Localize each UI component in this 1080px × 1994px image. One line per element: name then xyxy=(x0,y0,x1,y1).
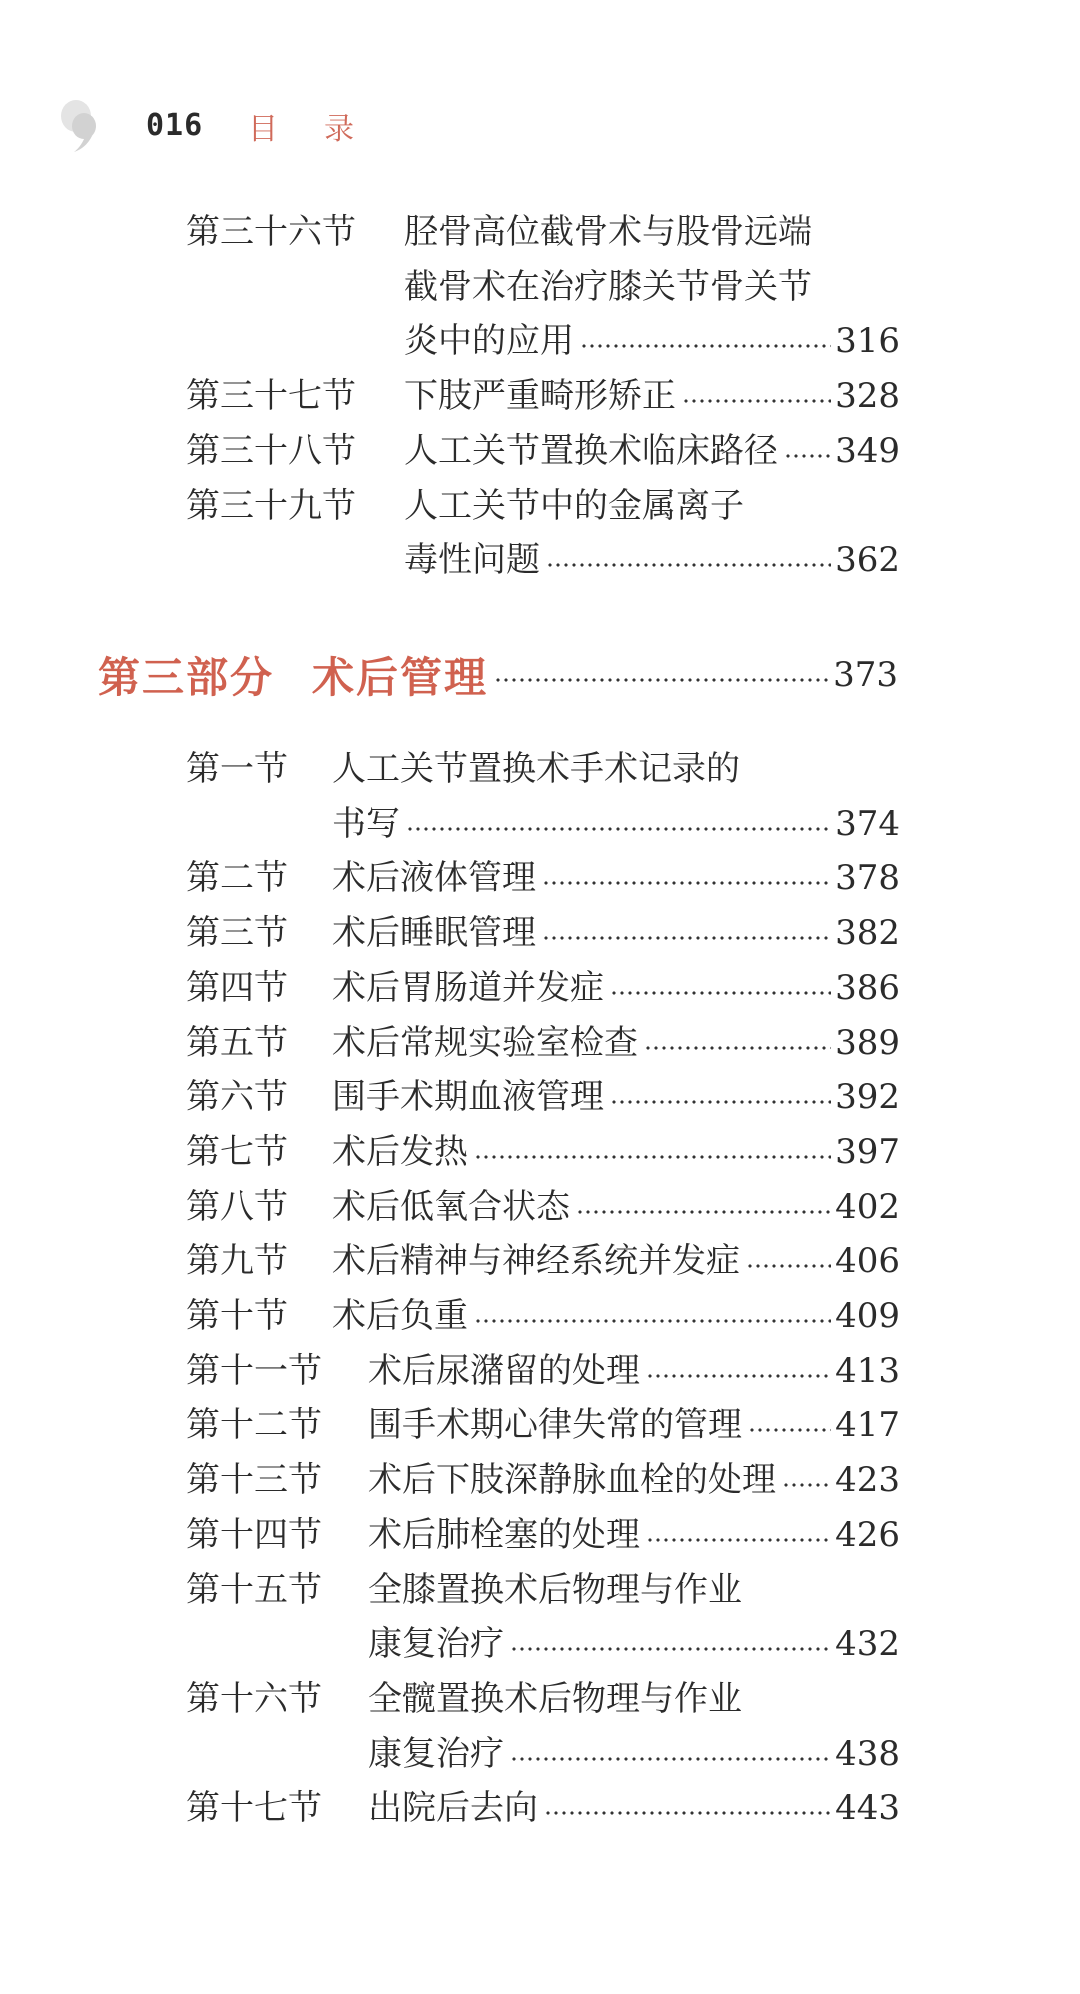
leader-dots xyxy=(406,826,831,832)
section-number: 第四节 xyxy=(186,967,288,1008)
page-ref: 438 xyxy=(835,1733,900,1774)
page-ref: 362 xyxy=(835,540,900,581)
section-number: 第五节 xyxy=(186,1022,288,1063)
page-ref: 409 xyxy=(835,1296,900,1336)
part-name: 术后管理 xyxy=(312,653,489,702)
section-title: 全髋置换术后物理与作业 xyxy=(368,1678,742,1719)
toc-line xyxy=(186,1563,900,1617)
toc-line xyxy=(186,742,900,796)
section-title: 人工关节置换术手术记录的 xyxy=(332,749,740,789)
toc-line xyxy=(186,1180,900,1234)
page-ref: 402 xyxy=(835,1186,900,1227)
section-number: 第一节 xyxy=(186,749,288,789)
section-title: 术后常规实验室检查 xyxy=(332,1022,638,1063)
leader-dots xyxy=(646,1537,831,1543)
page-ref: 378 xyxy=(835,858,900,899)
section-title: 术后发热 xyxy=(332,1131,468,1172)
page-ref: 328 xyxy=(835,376,900,417)
toc-line xyxy=(404,314,900,368)
section-number: 第三十六节 xyxy=(186,212,356,252)
section-title: 术后胃肠道并发症 xyxy=(332,967,604,1008)
leader-dots xyxy=(580,343,831,349)
toc-line xyxy=(186,205,900,259)
page-ref: 432 xyxy=(835,1624,900,1665)
section-number: 第九节 xyxy=(186,1241,288,1282)
toc-line xyxy=(186,1672,900,1726)
toc-line xyxy=(332,797,900,851)
section-number: 第八节 xyxy=(186,1186,288,1227)
page-ref: 417 xyxy=(835,1405,900,1446)
section-title: 出院后去向 xyxy=(368,1788,538,1829)
section-number: 第六节 xyxy=(186,1077,288,1118)
section-title: 围手术期血液管理 xyxy=(332,1077,604,1118)
section-title: 胫骨高位截骨术与股骨远端 xyxy=(404,212,812,252)
leader-dots xyxy=(646,1373,831,1379)
toc-line xyxy=(404,260,900,314)
page-header xyxy=(56,92,656,152)
section-title: 康复治疗 xyxy=(368,1733,504,1774)
section-number: 第三节 xyxy=(186,913,288,954)
leader-dots xyxy=(546,562,831,568)
section-title: 术后下肢深静脉血栓的处理 xyxy=(368,1460,776,1501)
toc-line xyxy=(186,1508,900,1562)
part-heading xyxy=(98,640,898,710)
section-number: 第十五节 xyxy=(186,1569,322,1610)
leader-dots xyxy=(576,1209,831,1215)
leader-dots xyxy=(542,880,831,886)
section-title: 下肢严重畸形矫正 xyxy=(404,376,676,417)
section-title: 术后精神与神经系统并发症 xyxy=(332,1241,740,1282)
section-title: 术后睡眠管理 xyxy=(332,913,536,954)
section-title: 炎中的应用 xyxy=(404,321,574,362)
page-ref: 443 xyxy=(835,1788,900,1829)
toc-line xyxy=(186,479,900,533)
toc-line xyxy=(186,1398,900,1452)
page-ref: 386 xyxy=(835,967,900,1008)
page-ref: 374 xyxy=(835,803,900,844)
section-title: 人工关节置换术临床路径 xyxy=(404,430,778,471)
page-ref: 423 xyxy=(835,1460,900,1501)
section-number: 第三十九节 xyxy=(186,485,356,526)
section-title: 围手术期心律失常的管理 xyxy=(368,1405,742,1446)
leader-dots xyxy=(782,1482,831,1488)
section-number: 第十二节 xyxy=(186,1405,322,1446)
toc-line xyxy=(186,1016,900,1070)
page-ref: 426 xyxy=(835,1514,900,1555)
toc-line xyxy=(186,1289,900,1343)
logo-icon xyxy=(56,96,104,154)
leader-dots xyxy=(542,935,831,941)
toc-line xyxy=(186,1234,900,1288)
leader-dots xyxy=(748,1427,831,1433)
leader-dots xyxy=(746,1263,831,1269)
leader-dots xyxy=(510,1756,831,1762)
page-ref: 316 xyxy=(835,321,900,362)
section-title: 术后低氧合状态 xyxy=(332,1186,570,1227)
section-number: 第十节 xyxy=(186,1296,288,1336)
section-number: 第十三节 xyxy=(186,1460,322,1501)
toc-line xyxy=(186,1070,900,1124)
toc-line xyxy=(186,1781,900,1835)
section-title: 术后液体管理 xyxy=(332,858,536,899)
section-number: 第七节 xyxy=(186,1131,288,1172)
section-number: 第三十八节 xyxy=(186,430,356,471)
toc-line xyxy=(186,369,900,423)
leader-dots xyxy=(682,398,831,404)
leader-dots xyxy=(610,1099,831,1105)
page-ref: 397 xyxy=(835,1131,900,1172)
leader-dots xyxy=(494,677,829,683)
toc-line xyxy=(368,1617,900,1671)
section-title: 书写 xyxy=(332,803,400,844)
leader-dots xyxy=(544,1810,831,1816)
section-number: 第十七节 xyxy=(186,1788,322,1829)
leader-dots xyxy=(644,1045,831,1051)
leader-dots xyxy=(474,1318,831,1324)
page-number: 016 xyxy=(146,108,204,143)
section-title: 术后尿潴留的处理 xyxy=(368,1350,640,1391)
leader-dots xyxy=(610,990,831,996)
part-number: 第三部分 xyxy=(98,653,275,702)
section-number: 第三十七节 xyxy=(186,376,356,417)
section-title: 毒性问题 xyxy=(404,540,540,581)
toc-line xyxy=(186,906,900,960)
section-number: 第二节 xyxy=(186,858,288,899)
page-ref: 349 xyxy=(835,430,900,471)
section-title: 康复治疗 xyxy=(368,1624,504,1665)
toc-line xyxy=(186,1453,900,1507)
section-title: 术后负重 xyxy=(332,1296,468,1336)
section-number: 第十一节 xyxy=(186,1350,322,1391)
leader-dots xyxy=(784,453,831,459)
page-ref: 406 xyxy=(835,1241,900,1282)
toc-line xyxy=(368,1727,900,1781)
page-ref: 382 xyxy=(835,913,900,954)
section-title: 术后肺栓塞的处理 xyxy=(368,1514,640,1555)
part-title xyxy=(98,645,488,705)
section-title: 截骨术在治疗膝关节骨关节 xyxy=(404,266,812,307)
page-label: 目录 xyxy=(248,112,400,147)
page-ref: 413 xyxy=(835,1350,900,1391)
toc-line xyxy=(186,424,900,478)
section-title: 人工关节中的金属离子 xyxy=(404,485,744,526)
section-number: 第十四节 xyxy=(186,1514,322,1555)
leader-dots xyxy=(510,1646,831,1652)
part-page: 373 xyxy=(833,655,898,695)
toc-line xyxy=(186,961,900,1015)
toc-line xyxy=(404,533,900,587)
toc-line xyxy=(186,851,900,905)
toc-line xyxy=(186,1344,900,1398)
page-ref: 392 xyxy=(835,1077,900,1118)
page-ref: 389 xyxy=(835,1022,900,1063)
section-number: 第十六节 xyxy=(186,1678,322,1719)
leader-dots xyxy=(474,1154,831,1160)
toc-line xyxy=(186,1125,900,1179)
section-title: 全膝置换术后物理与作业 xyxy=(368,1569,742,1610)
